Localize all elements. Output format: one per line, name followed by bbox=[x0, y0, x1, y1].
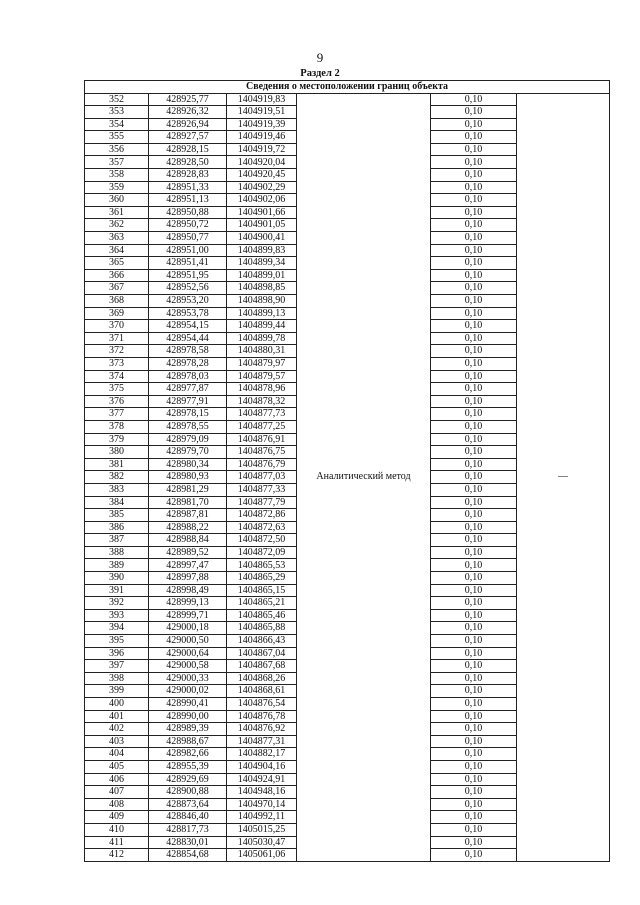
y-coordinate-cell: 1404865,46 bbox=[227, 609, 297, 622]
x-coordinate-cell: 429000,33 bbox=[149, 672, 227, 685]
accuracy-cell: 0,10 bbox=[431, 383, 517, 396]
point-number-cell: 364 bbox=[85, 244, 149, 257]
x-coordinate-cell: 428998,49 bbox=[149, 584, 227, 597]
accuracy-cell: 0,10 bbox=[431, 320, 517, 333]
y-coordinate-cell: 1404876,75 bbox=[227, 446, 297, 459]
x-coordinate-cell: 428854,68 bbox=[149, 849, 227, 862]
accuracy-cell: 0,10 bbox=[431, 559, 517, 572]
x-coordinate-cell: 428954,15 bbox=[149, 320, 227, 333]
x-coordinate-cell: 429000,64 bbox=[149, 647, 227, 660]
x-coordinate-cell: 428928,50 bbox=[149, 156, 227, 169]
point-number-cell: 409 bbox=[85, 811, 149, 824]
point-number-cell: 379 bbox=[85, 433, 149, 446]
x-coordinate-cell: 428953,78 bbox=[149, 307, 227, 320]
x-coordinate-cell: 428990,41 bbox=[149, 698, 227, 711]
x-coordinate-cell: 428925,77 bbox=[149, 93, 227, 106]
accuracy-cell: 0,10 bbox=[431, 295, 517, 308]
accuracy-cell: 0,10 bbox=[431, 282, 517, 295]
x-coordinate-cell: 428978,55 bbox=[149, 420, 227, 433]
y-coordinate-cell: 1404876,91 bbox=[227, 433, 297, 446]
x-coordinate-cell: 428981,29 bbox=[149, 483, 227, 496]
accuracy-cell: 0,10 bbox=[431, 660, 517, 673]
x-coordinate-cell: 428997,47 bbox=[149, 559, 227, 572]
y-coordinate-cell: 1404865,21 bbox=[227, 597, 297, 610]
accuracy-cell: 0,10 bbox=[431, 244, 517, 257]
x-coordinate-cell: 428978,28 bbox=[149, 357, 227, 370]
point-number-cell: 388 bbox=[85, 546, 149, 559]
accuracy-cell: 0,10 bbox=[431, 219, 517, 232]
x-coordinate-cell: 428950,88 bbox=[149, 206, 227, 219]
point-number-cell: 396 bbox=[85, 647, 149, 660]
point-number-cell: 375 bbox=[85, 383, 149, 396]
y-coordinate-cell: 1405061,06 bbox=[227, 849, 297, 862]
x-coordinate-cell: 428988,22 bbox=[149, 521, 227, 534]
accuracy-cell: 0,10 bbox=[431, 584, 517, 597]
accuracy-cell: 0,10 bbox=[431, 131, 517, 144]
y-coordinate-cell: 1404865,53 bbox=[227, 559, 297, 572]
y-coordinate-cell: 1404898,85 bbox=[227, 282, 297, 295]
y-coordinate-cell: 1404865,29 bbox=[227, 572, 297, 585]
y-coordinate-cell: 1404899,13 bbox=[227, 307, 297, 320]
x-coordinate-cell: 428950,72 bbox=[149, 219, 227, 232]
point-number-cell: 377 bbox=[85, 408, 149, 421]
x-coordinate-cell: 428950,77 bbox=[149, 232, 227, 245]
accuracy-cell: 0,10 bbox=[431, 760, 517, 773]
y-coordinate-cell: 1404898,90 bbox=[227, 295, 297, 308]
x-coordinate-cell: 428955,39 bbox=[149, 760, 227, 773]
y-coordinate-cell: 1404879,57 bbox=[227, 370, 297, 383]
accuracy-cell: 0,10 bbox=[431, 143, 517, 156]
y-coordinate-cell: 1404876,79 bbox=[227, 458, 297, 471]
x-coordinate-cell: 428951,00 bbox=[149, 244, 227, 257]
accuracy-cell: 0,10 bbox=[431, 597, 517, 610]
point-number-cell: 394 bbox=[85, 622, 149, 635]
y-coordinate-cell: 1404867,04 bbox=[227, 647, 297, 660]
accuracy-cell: 0,10 bbox=[431, 685, 517, 698]
accuracy-cell: 0,10 bbox=[431, 546, 517, 559]
accuracy-cell: 0,10 bbox=[431, 622, 517, 635]
point-number-cell: 380 bbox=[85, 446, 149, 459]
point-number-cell: 369 bbox=[85, 307, 149, 320]
accuracy-cell: 0,10 bbox=[431, 206, 517, 219]
y-coordinate-cell: 1404865,88 bbox=[227, 622, 297, 635]
point-number-cell: 400 bbox=[85, 698, 149, 711]
y-coordinate-cell: 1404877,79 bbox=[227, 496, 297, 509]
y-coordinate-cell: 1404899,44 bbox=[227, 320, 297, 333]
point-number-cell: 367 bbox=[85, 282, 149, 295]
point-number-cell: 363 bbox=[85, 232, 149, 245]
y-coordinate-cell: 1404876,54 bbox=[227, 698, 297, 711]
y-coordinate-cell: 1404899,34 bbox=[227, 257, 297, 270]
x-coordinate-cell: 428830,01 bbox=[149, 836, 227, 849]
point-number-cell: 372 bbox=[85, 345, 149, 358]
x-coordinate-cell: 428989,52 bbox=[149, 546, 227, 559]
y-coordinate-cell: 1404920,04 bbox=[227, 156, 297, 169]
x-coordinate-cell: 429000,18 bbox=[149, 622, 227, 635]
accuracy-cell: 0,10 bbox=[431, 232, 517, 245]
y-coordinate-cell: 1404919,46 bbox=[227, 131, 297, 144]
y-coordinate-cell: 1404948,16 bbox=[227, 786, 297, 799]
y-coordinate-cell: 1405015,25 bbox=[227, 823, 297, 836]
accuracy-cell: 0,10 bbox=[431, 748, 517, 761]
x-coordinate-cell: 428980,34 bbox=[149, 458, 227, 471]
x-coordinate-cell: 428952,56 bbox=[149, 282, 227, 295]
x-coordinate-cell: 428978,03 bbox=[149, 370, 227, 383]
x-coordinate-cell: 428988,67 bbox=[149, 735, 227, 748]
y-coordinate-cell: 1404919,72 bbox=[227, 143, 297, 156]
x-coordinate-cell: 428927,57 bbox=[149, 131, 227, 144]
x-coordinate-cell: 428953,20 bbox=[149, 295, 227, 308]
y-coordinate-cell: 1404878,96 bbox=[227, 383, 297, 396]
accuracy-cell: 0,10 bbox=[431, 509, 517, 522]
point-number-cell: 390 bbox=[85, 572, 149, 585]
y-coordinate-cell: 1404868,26 bbox=[227, 672, 297, 685]
x-coordinate-cell: 428951,41 bbox=[149, 257, 227, 270]
point-number-cell: 392 bbox=[85, 597, 149, 610]
point-number-cell: 360 bbox=[85, 194, 149, 207]
accuracy-cell: 0,10 bbox=[431, 118, 517, 131]
y-coordinate-cell: 1404877,33 bbox=[227, 483, 297, 496]
point-number-cell: 376 bbox=[85, 395, 149, 408]
point-number-cell: 383 bbox=[85, 483, 149, 496]
y-coordinate-cell: 1404901,66 bbox=[227, 206, 297, 219]
table-title: Сведения о местоположении границ объекта bbox=[85, 81, 610, 94]
page-number: 9 bbox=[316, 50, 324, 65]
x-coordinate-cell: 428929,69 bbox=[149, 773, 227, 786]
point-number-cell: 371 bbox=[85, 332, 149, 345]
point-number-cell: 370 bbox=[85, 320, 149, 333]
accuracy-cell: 0,10 bbox=[431, 433, 517, 446]
point-number-cell: 406 bbox=[85, 773, 149, 786]
accuracy-cell: 0,10 bbox=[431, 572, 517, 585]
point-number-cell: 374 bbox=[85, 370, 149, 383]
x-coordinate-cell: 428978,15 bbox=[149, 408, 227, 421]
point-number-cell: 365 bbox=[85, 257, 149, 270]
accuracy-cell: 0,10 bbox=[431, 496, 517, 509]
accuracy-cell: 0,10 bbox=[431, 420, 517, 433]
x-coordinate-cell: 429000,58 bbox=[149, 660, 227, 673]
accuracy-cell: 0,10 bbox=[431, 823, 517, 836]
y-coordinate-cell: 1404970,14 bbox=[227, 798, 297, 811]
point-number-cell: 402 bbox=[85, 723, 149, 736]
point-number-cell: 354 bbox=[85, 118, 149, 131]
y-coordinate-cell: 1404924,91 bbox=[227, 773, 297, 786]
y-coordinate-cell: 1404899,83 bbox=[227, 244, 297, 257]
method-cell: Аналитический метод bbox=[297, 93, 431, 861]
y-coordinate-cell: 1404877,25 bbox=[227, 420, 297, 433]
x-coordinate-cell: 428817,73 bbox=[149, 823, 227, 836]
point-number-cell: 384 bbox=[85, 496, 149, 509]
description-cell: — bbox=[517, 93, 610, 861]
point-number-cell: 404 bbox=[85, 748, 149, 761]
x-coordinate-cell: 428951,13 bbox=[149, 194, 227, 207]
point-number-cell: 355 bbox=[85, 131, 149, 144]
accuracy-cell: 0,10 bbox=[431, 635, 517, 648]
accuracy-cell: 0,10 bbox=[431, 811, 517, 824]
accuracy-cell: 0,10 bbox=[431, 798, 517, 811]
x-coordinate-cell: 428987,81 bbox=[149, 509, 227, 522]
x-coordinate-cell: 428926,94 bbox=[149, 118, 227, 131]
y-coordinate-cell: 1404872,63 bbox=[227, 521, 297, 534]
y-coordinate-cell: 1404904,16 bbox=[227, 760, 297, 773]
point-number-cell: 358 bbox=[85, 169, 149, 182]
y-coordinate-cell: 1404902,06 bbox=[227, 194, 297, 207]
y-coordinate-cell: 1404872,86 bbox=[227, 509, 297, 522]
accuracy-cell: 0,10 bbox=[431, 181, 517, 194]
point-number-cell: 356 bbox=[85, 143, 149, 156]
x-coordinate-cell: 428981,70 bbox=[149, 496, 227, 509]
point-number-cell: 368 bbox=[85, 295, 149, 308]
y-coordinate-cell: 1404919,83 bbox=[227, 93, 297, 106]
accuracy-cell: 0,10 bbox=[431, 169, 517, 182]
accuracy-cell: 0,10 bbox=[431, 483, 517, 496]
accuracy-cell: 0,10 bbox=[431, 345, 517, 358]
y-coordinate-cell: 1404876,78 bbox=[227, 710, 297, 723]
x-coordinate-cell: 428977,91 bbox=[149, 395, 227, 408]
accuracy-cell: 0,10 bbox=[431, 836, 517, 849]
x-coordinate-cell: 428979,09 bbox=[149, 433, 227, 446]
accuracy-cell: 0,10 bbox=[431, 93, 517, 106]
x-coordinate-cell: 428990,00 bbox=[149, 710, 227, 723]
accuracy-cell: 0,10 bbox=[431, 357, 517, 370]
x-coordinate-cell: 428997,88 bbox=[149, 572, 227, 585]
accuracy-cell: 0,10 bbox=[431, 786, 517, 799]
x-coordinate-cell: 428989,39 bbox=[149, 723, 227, 736]
y-coordinate-cell: 1404877,03 bbox=[227, 471, 297, 484]
y-coordinate-cell: 1404867,68 bbox=[227, 660, 297, 673]
y-coordinate-cell: 1404992,11 bbox=[227, 811, 297, 824]
point-number-cell: 353 bbox=[85, 106, 149, 119]
point-number-cell: 385 bbox=[85, 509, 149, 522]
y-coordinate-cell: 1404877,73 bbox=[227, 408, 297, 421]
point-number-cell: 357 bbox=[85, 156, 149, 169]
y-coordinate-cell: 1404902,29 bbox=[227, 181, 297, 194]
accuracy-cell: 0,10 bbox=[431, 370, 517, 383]
y-coordinate-cell: 1404919,39 bbox=[227, 118, 297, 131]
accuracy-cell: 0,10 bbox=[431, 194, 517, 207]
point-number-cell: 362 bbox=[85, 219, 149, 232]
y-coordinate-cell: 1404878,32 bbox=[227, 395, 297, 408]
point-number-cell: 395 bbox=[85, 635, 149, 648]
y-coordinate-cell: 1404899,78 bbox=[227, 332, 297, 345]
y-coordinate-cell: 1405030,47 bbox=[227, 836, 297, 849]
x-coordinate-cell: 428999,71 bbox=[149, 609, 227, 622]
point-number-cell: 401 bbox=[85, 710, 149, 723]
y-coordinate-cell: 1404880,31 bbox=[227, 345, 297, 358]
accuracy-cell: 0,10 bbox=[431, 332, 517, 345]
x-coordinate-cell: 428873,64 bbox=[149, 798, 227, 811]
accuracy-cell: 0,10 bbox=[431, 521, 517, 534]
coordinates-table-body bbox=[85, 93, 610, 861]
y-coordinate-cell: 1404877,31 bbox=[227, 735, 297, 748]
point-number-cell: 391 bbox=[85, 584, 149, 597]
y-coordinate-cell: 1404900,41 bbox=[227, 232, 297, 245]
point-number-cell: 405 bbox=[85, 760, 149, 773]
point-number-cell: 361 bbox=[85, 206, 149, 219]
accuracy-cell: 0,10 bbox=[431, 723, 517, 736]
point-number-cell: 411 bbox=[85, 836, 149, 849]
accuracy-cell: 0,10 bbox=[431, 710, 517, 723]
x-coordinate-cell: 429000,02 bbox=[149, 685, 227, 698]
x-coordinate-cell: 428951,33 bbox=[149, 181, 227, 194]
point-number-cell: 366 bbox=[85, 269, 149, 282]
accuracy-cell: 0,10 bbox=[431, 849, 517, 862]
x-coordinate-cell: 428980,93 bbox=[149, 471, 227, 484]
coordinates-table bbox=[84, 80, 610, 862]
point-number-cell: 397 bbox=[85, 660, 149, 673]
y-coordinate-cell: 1404866,43 bbox=[227, 635, 297, 648]
accuracy-cell: 0,10 bbox=[431, 156, 517, 169]
accuracy-cell: 0,10 bbox=[431, 471, 517, 484]
y-coordinate-cell: 1404919,51 bbox=[227, 106, 297, 119]
point-number-cell: 407 bbox=[85, 786, 149, 799]
x-coordinate-cell: 428999,13 bbox=[149, 597, 227, 610]
y-coordinate-cell: 1404872,50 bbox=[227, 534, 297, 547]
x-coordinate-cell: 428928,15 bbox=[149, 143, 227, 156]
x-coordinate-cell: 428951,95 bbox=[149, 269, 227, 282]
accuracy-cell: 0,10 bbox=[431, 307, 517, 320]
x-coordinate-cell: 428900,88 bbox=[149, 786, 227, 799]
x-coordinate-cell: 428846,40 bbox=[149, 811, 227, 824]
point-number-cell: 382 bbox=[85, 471, 149, 484]
accuracy-cell: 0,10 bbox=[431, 672, 517, 685]
accuracy-cell: 0,10 bbox=[431, 534, 517, 547]
accuracy-cell: 0,10 bbox=[431, 698, 517, 711]
x-coordinate-cell: 428954,44 bbox=[149, 332, 227, 345]
point-number-cell: 389 bbox=[85, 559, 149, 572]
point-number-cell: 403 bbox=[85, 735, 149, 748]
y-coordinate-cell: 1404901,05 bbox=[227, 219, 297, 232]
x-coordinate-cell: 428979,70 bbox=[149, 446, 227, 459]
accuracy-cell: 0,10 bbox=[431, 269, 517, 282]
point-number-cell: 410 bbox=[85, 823, 149, 836]
accuracy-cell: 0,10 bbox=[431, 647, 517, 660]
x-coordinate-cell: 428928,83 bbox=[149, 169, 227, 182]
point-number-cell: 399 bbox=[85, 685, 149, 698]
y-coordinate-cell: 1404879,97 bbox=[227, 357, 297, 370]
y-coordinate-cell: 1404882,17 bbox=[227, 748, 297, 761]
accuracy-cell: 0,10 bbox=[431, 458, 517, 471]
point-number-cell: 393 bbox=[85, 609, 149, 622]
y-coordinate-cell: 1404920,45 bbox=[227, 169, 297, 182]
accuracy-cell: 0,10 bbox=[431, 773, 517, 786]
accuracy-cell: 0,10 bbox=[431, 257, 517, 270]
point-number-cell: 412 bbox=[85, 849, 149, 862]
point-number-cell: 408 bbox=[85, 798, 149, 811]
x-coordinate-cell: 428988,84 bbox=[149, 534, 227, 547]
point-number-cell: 352 bbox=[85, 93, 149, 106]
x-coordinate-cell: 428978,58 bbox=[149, 345, 227, 358]
point-number-cell: 386 bbox=[85, 521, 149, 534]
y-coordinate-cell: 1404899,01 bbox=[227, 269, 297, 282]
section-label: Раздел 2 bbox=[300, 68, 340, 79]
accuracy-cell: 0,10 bbox=[431, 106, 517, 119]
table-row bbox=[85, 93, 610, 106]
x-coordinate-cell: 429000,50 bbox=[149, 635, 227, 648]
accuracy-cell: 0,10 bbox=[431, 408, 517, 421]
y-coordinate-cell: 1404865,15 bbox=[227, 584, 297, 597]
y-coordinate-cell: 1404872,09 bbox=[227, 546, 297, 559]
accuracy-cell: 0,10 bbox=[431, 609, 517, 622]
accuracy-cell: 0,10 bbox=[431, 735, 517, 748]
point-number-cell: 398 bbox=[85, 672, 149, 685]
x-coordinate-cell: 428977,87 bbox=[149, 383, 227, 396]
point-number-cell: 373 bbox=[85, 357, 149, 370]
point-number-cell: 381 bbox=[85, 458, 149, 471]
y-coordinate-cell: 1404868,61 bbox=[227, 685, 297, 698]
y-coordinate-cell: 1404876,92 bbox=[227, 723, 297, 736]
point-number-cell: 378 bbox=[85, 420, 149, 433]
point-number-cell: 359 bbox=[85, 181, 149, 194]
point-number-cell: 387 bbox=[85, 534, 149, 547]
accuracy-cell: 0,10 bbox=[431, 395, 517, 408]
x-coordinate-cell: 428926,32 bbox=[149, 106, 227, 119]
accuracy-cell: 0,10 bbox=[431, 446, 517, 459]
x-coordinate-cell: 428982,66 bbox=[149, 748, 227, 761]
